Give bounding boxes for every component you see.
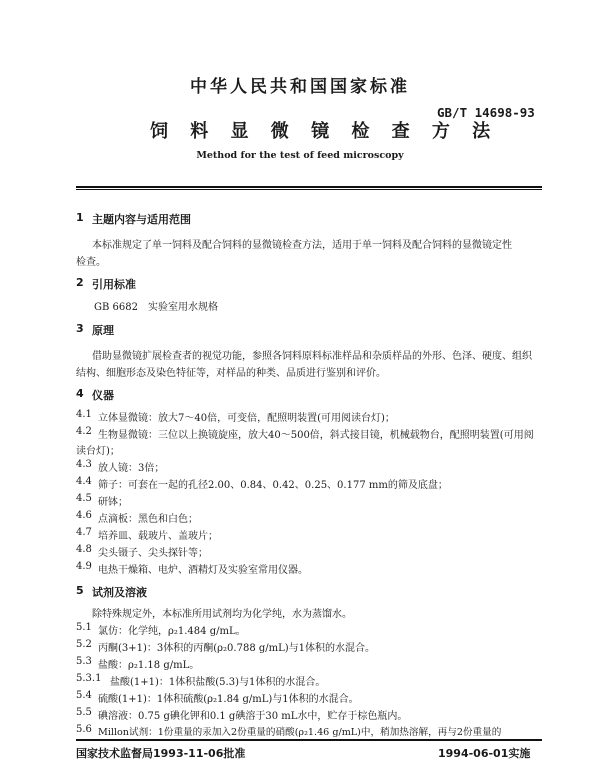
list-item-text: 盐酸：ρ₂1.18 g/mL。: [98, 660, 200, 671]
list-item-text: 点滴板：黑色和白色；: [98, 514, 198, 525]
list-item-text: 碘溶液：0.75 g碘化钾和0.1 g碘溶于30 mL水中，贮存于棕色瓶内。: [98, 711, 408, 722]
list-item-number: 5.2: [76, 639, 92, 650]
section-1-line-1: 本标准规定了单一饲料及配合饲料的显微镜检查方法，适用于单一饲料及配合饲料的显微镜定性: [92, 240, 512, 251]
section-4-number: 4: [76, 387, 84, 400]
list-item-text: 氯仿：化学纯，ρ₂1.484 g/mL。: [98, 626, 246, 637]
section-2-title: 引用标准: [92, 278, 136, 291]
list-item-number: 5.6: [76, 724, 92, 735]
list-item-number: 5.3.1: [76, 673, 102, 684]
list-item-text: 盐酸(1+1)：1体积盐酸(5.3)与1体积的水混合。: [110, 677, 326, 688]
section-1-line-2: 检查。: [76, 257, 106, 268]
english-title: Method for the test of feed microscopy: [196, 150, 404, 161]
section-3-number: 3: [76, 322, 84, 335]
list-item-text: 放人镜：3倍；: [98, 463, 165, 474]
list-item-number: 4.7: [76, 527, 92, 538]
list-item-number: 4.3: [76, 459, 92, 470]
list-item-text: 尖头镊子、尖头探针等；: [98, 548, 208, 559]
section-1-number: 1: [76, 211, 84, 224]
list-item-number: 4.2: [76, 426, 92, 437]
list-item-number: 5.5: [76, 707, 92, 718]
standard-number: GB/T 14698-93: [437, 105, 535, 120]
section-4-title: 仪器: [92, 389, 114, 402]
list-item-text: 立体显微镜：放大7～40倍，可变倍，配照明装置(可用阅读台灯)；: [98, 413, 395, 424]
list-item-text: Millon试剂：1份重量的汞加入2份重量的硝酸(ρ₂1.46 g/mL)中，稍加热溶解，再与2份重量的: [98, 727, 502, 738]
section-1-title: 主题内容与适用范围: [92, 213, 191, 226]
section-2-number: 2: [76, 276, 84, 289]
list-item-number: 4.4: [76, 476, 92, 487]
list-item-text: 筛子：可套在一起的孔径2.00、0.84、0.42、0.25、0.177 mm的筛及底盘；: [98, 480, 448, 491]
section-3-line-2: 结构、细胞形态及染色特征等，对样品的种类、品质进行鉴别和评价。: [76, 368, 386, 379]
list-item-number: 4.5: [76, 493, 92, 504]
header-divider: [76, 186, 542, 188]
list-item-number: 5.4: [76, 690, 92, 701]
section-3-line-1: 借助显微镜扩展检查者的视觉功能，参照各饲料原料标准样品和杂质样品的外形、色泽、硬度、组织: [92, 351, 532, 362]
section-5-number: 5: [76, 584, 84, 597]
list-item-number: 5.3: [76, 656, 92, 667]
implementation-date: 1994-06-01实施: [438, 747, 531, 760]
list-item-number: 5.1: [76, 622, 92, 633]
list-item-number: 4.8: [76, 544, 92, 555]
header-divider-thin: [76, 189, 542, 190]
list-item-text: 丙酮(3+1)：3体积的丙酮(ρ₂0.788 g/mL)与1体积的水混合。: [98, 643, 376, 654]
list-item-number: 4.6: [76, 510, 92, 521]
list-item-text: 培养皿、载玻片、盖玻片；: [98, 531, 218, 542]
list-item-text: 电热干燥箱、电炉、酒精灯及实验室常用仪器。: [98, 565, 308, 576]
list-item-text: 硫酸(1+1)：1体积硫酸(ρ₂1.84 g/mL)与1体积的水混合。: [98, 694, 359, 705]
list-item-text: 生物显微镜：三位以上换镜旋座，放大40～500倍，斜式接目镜，机械载物台，配照明装置(可用阅: [98, 430, 534, 441]
section-5-title: 试剂及溶液: [92, 586, 147, 599]
section-3-title: 原理: [92, 324, 114, 337]
list-item-number: 4.9: [76, 561, 92, 572]
national-standard-heading: 中华人民共和国国家标准: [190, 77, 410, 97]
section-5-intro: 除特殊规定外，本标准所用试剂均为化学纯，水为蒸馏水。: [92, 609, 352, 620]
list-item-continuation: 读台灯)；: [76, 446, 120, 457]
footer-divider: [76, 739, 542, 741]
section-2-reference: GB 6682 实验室用水规格: [94, 302, 218, 313]
approval-line: 国家技术监督局1993-11-06批准: [76, 747, 246, 760]
list-item-text: 研钵；: [98, 497, 128, 508]
list-item-number: 4.1: [76, 409, 92, 420]
document-title: 饲 料 显 微 镜 检 查 方 法: [150, 121, 499, 142]
